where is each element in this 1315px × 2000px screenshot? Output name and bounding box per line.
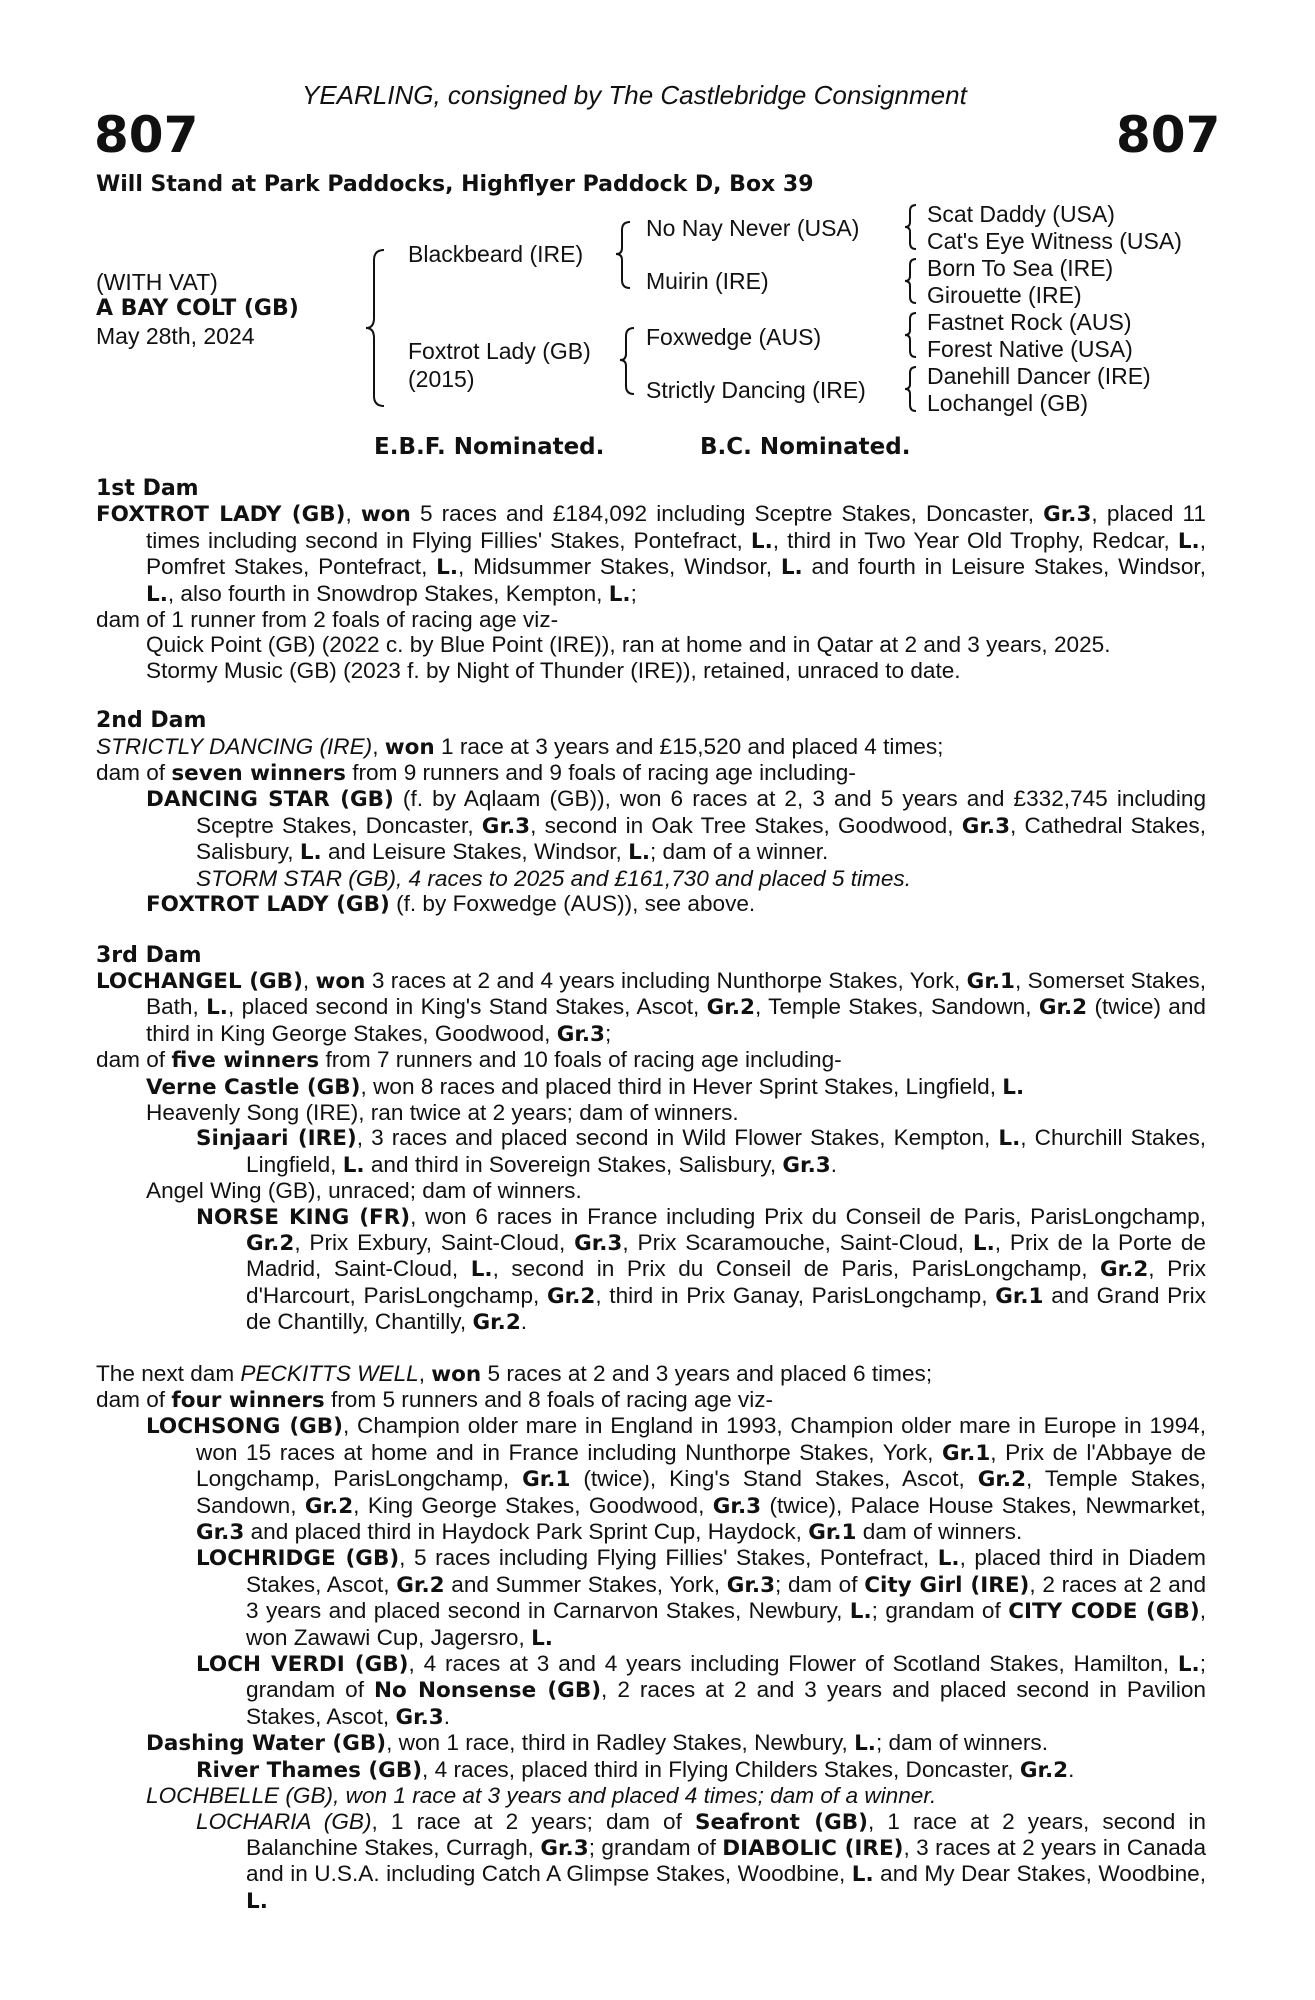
first-dam-section <box>96 476 1206 683</box>
produce-sinjaari: Sinjaari (IRE), 3 races and placed second in Wild Flower Stakes, Kempton, L., Churchill Stakes, Lingfield, L. and third in Sovereign Stakes, Salisbury, Gr.3. <box>196 1125 1207 1178</box>
produce-dancing-star: DANCING STAR (GB) (f. by Aqlaam (GB)), won 6 races at 2, 3 and 5 years and £332,745 including Sceptre Stakes, Doncaster, Gr.3, second in Oak Tree Stakes, Goodwood, Gr.3, Cathedral Stakes, Salisbury, L. and Leisure Stakes, Windsor, L.; dam of a winner. <box>146 786 1207 866</box>
first-dam-record: FOXTROT LADY (GB), won 5 races and £184,092 including Sceptre Stakes, Doncaster, Gr.3, placed 11 times including second in Flying Fillies' Stakes, Pontefract, L., third in Two Year Old Trophy, Redcar, L., Pomfret Stakes, Pontefract, L., Midsummer Stakes, Windsor, L. and fourth in Leisure Stakes, Windsor, L., also fourth in Snowdrop Stakes, Kempton, L.; <box>96 501 1207 607</box>
sire-sire: No Nay Never (USA) <box>646 215 860 241</box>
dam-sire-sire: Fastnet Rock (AUS) <box>927 309 1132 335</box>
dam-sire-dam: Forest Native (USA) <box>927 336 1133 362</box>
bracket-sd <box>904 257 918 305</box>
sire: Blackbeard (IRE) <box>408 241 584 267</box>
dam-year: (2015) <box>408 366 475 392</box>
second-dam-produce-summary: dam of seven winners from 9 runners and 9 foals of racing age including- <box>96 760 856 787</box>
vat-note: (WITH VAT) <box>96 269 218 295</box>
produce-loch-verdi: LOCH VERDI (GB), 4 races at 3 and 4 years including Flower of Scotland Stakes, Hamilton, L.; grandam of No Nonsense (GB), 2 races at 2 and 3 years and placed second in Pavilion Stakes, Ascot, Gr.3. <box>196 1651 1206 1730</box>
second-dam-record: STRICTLY DANCING (IRE), won 1 race at 3 years and £15,520 and placed 4 times; <box>96 733 944 760</box>
lot-number-right: 807 <box>1116 106 1221 164</box>
produce-verne-castle: Verne Castle (GB), won 8 races and placed third in Hever Sprint Stakes, Lingfield, L. <box>146 1073 1025 1100</box>
produce-quick-point: Quick Point (GB) (2022 c. by Blue Point (IRE)), ran at home and in Qatar at 2 and 3 years, 2025. <box>146 632 1111 658</box>
horse-name: A BAY COLT (GB) <box>96 296 299 321</box>
produce-angel-wing: Angel Wing (GB), unraced; dam of winners. <box>146 1178 582 1204</box>
produce-lochridge: LOCHRIDGE (GB), 5 races including Flying Fillies' Stakes, Pontefract, L., placed third in Diadem Stakes, Ascot, Gr.2 and Summer Stakes, York, Gr.3; dam of City Girl (IRE), 2 races at 2 and 3 years and placed second in Carnarvon Stakes, Newbury, L.; grandam of CITY CODE (GB), won Zawawi Cup, Jagersro, L. <box>196 1545 1207 1651</box>
sire-dam-sire: Born To Sea (IRE) <box>927 255 1114 281</box>
produce-storm-star: STORM STAR (GB), 4 races to 2025 and £161,730 and placed 5 times. <box>196 865 912 891</box>
dam: Foxtrot Lady (GB) <box>408 338 591 364</box>
produce-stormy-music: Stormy Music (GB) (2023 f. by Night of Thunder (IRE)), retained, unraced to date. <box>146 657 961 683</box>
next-dam-section <box>96 1361 1206 1915</box>
sire-dam-dam: Girouette (IRE) <box>927 282 1082 308</box>
foaling-date: May 28th, 2024 <box>96 323 255 349</box>
produce-river-thames: River Thames (GB), 4 races, placed third in Flying Childers Stakes, Doncaster, Gr.2. <box>196 1756 1075 1783</box>
dam-sire: Foxwedge (AUS) <box>646 324 822 350</box>
produce-heavenly-song: Heavenly Song (IRE), ran twice at 2 years; dam of winners. <box>146 1099 739 1125</box>
first-dam-heading: 1st Dam <box>96 476 199 501</box>
catalogue-body <box>96 476 1206 1914</box>
third-dam-produce-summary: dam of five winners from 7 runners and 10 foals of racing age including- <box>96 1047 842 1074</box>
produce-norse-king: NORSE KING (FR), won 6 races in France including Prix du Conseil de Paris, ParisLongchamp, Gr.2, Prix Exbury, Saint-Cloud, Gr.3, Prix Scaramouche, Saint-Cloud, L., Prix de la Porte de Madrid, Saint-Cloud, L., second in Prix du Conseil de Paris, ParisLongchamp, Gr.2, Prix d'Harcourt, ParisLongchamp, Gr.2, third in Prix Ganay, ParisLongchamp, Gr.1 and Grand Prix de Chantilly, Chantilly, Gr.2. <box>196 1203 1206 1336</box>
second-dam-section <box>96 708 1206 917</box>
dam-dam: Strictly Dancing (IRE) <box>646 377 866 403</box>
bc-nomination: B.C. Nominated. <box>700 434 911 460</box>
sire-dam: Muirin (IRE) <box>646 268 769 294</box>
third-dam-record: LOCHANGEL (GB), won 3 races at 2 and 4 years including Nunthorpe Stakes, York, Gr.1, Somerset Stakes, Bath, L., placed second in King's Stand Stakes, Ascot, Gr.2, Temple Stakes, Sandown, Gr.2 (twice) and third in King George Stakes, Goodwood, Gr.3; <box>96 967 1206 1047</box>
sire-sire-sire: Scat Daddy (USA) <box>927 201 1115 227</box>
bracket-ds <box>904 311 918 359</box>
bracket-dd <box>904 365 918 413</box>
produce-locharia: LOCHARIA (GB), 1 race at 2 years; dam of Seafront (GB), 1 race at 2 years, second in Balanchine Stakes, Curragh, Gr.3; grandam of DIABOLIC (IRE), 3 races at 2 years in Canada and in U.S.A. including Catch A Glimpse Stakes, Woodbine, L. and My Dear Stakes, Woodbine, L. <box>196 1808 1207 1914</box>
sale-line: YEARLING, consigned by The Castlebridge Consignment <box>302 80 967 110</box>
stall-location: Will Stand at Park Paddocks, Highflyer Paddock D, Box 39 <box>96 172 814 197</box>
produce-dashing-water: Dashing Water (GB), won 1 race, third in Radley Stakes, Newbury, L.; dam of winners. <box>146 1730 1049 1757</box>
next-dam-produce-summary: dam of four winners from 5 runners and 8 foals of racing age viz- <box>96 1387 774 1413</box>
third-dam-heading: 3rd Dam <box>96 942 202 968</box>
produce-foxtrot-lady: FOXTROT LADY (GB) (f. by Foxwedge (AUS)), see above. <box>146 891 756 918</box>
bracket-main <box>366 248 386 408</box>
next-dam-record: The next dam PECKITTS WELL, won 5 races at 2 and 3 years and placed 6 times; <box>96 1360 933 1387</box>
dam-dam-sire: Danehill Dancer (IRE) <box>927 363 1151 389</box>
bracket-sire <box>614 220 634 290</box>
second-dam-heading: 2nd Dam <box>96 708 207 734</box>
third-dam-section <box>96 943 1206 1336</box>
bracket-dam <box>618 326 638 396</box>
lot-number-left: 807 <box>94 106 199 164</box>
first-dam-produce-summary: dam of 1 runner from 2 foals of racing age viz- <box>96 607 559 633</box>
ebf-nomination: E.B.F. Nominated. <box>374 434 605 460</box>
sire-sire-dam: Cat's Eye Witness (USA) <box>927 228 1182 254</box>
bracket-ss <box>904 203 918 251</box>
dam-dam-dam: Lochangel (GB) <box>927 390 1089 416</box>
produce-lochbelle: LOCHBELLE (GB), won 1 race at 3 years and placed 4 times; dam of a winner. <box>146 1783 937 1809</box>
produce-lochsong: LOCHSONG (GB), Champion older mare in England in 1993, Champion older mare in Europe in 1994, won 15 races at home and in France including Nunthorpe Stakes, York, Gr.1, Prix de l'Abbaye de Longchamp, ParisLongchamp, Gr.1 (twice), King's Stand Stakes, Ascot, Gr.2, Temple Stakes, Sandown, Gr.2, King George Stakes, Goodwood, Gr.3 (twice), Palace House Stakes, Newmarket, Gr.3 and placed third in Haydock Park Sprint Cup, Haydock, Gr.1 dam of winners. <box>146 1413 1206 1546</box>
